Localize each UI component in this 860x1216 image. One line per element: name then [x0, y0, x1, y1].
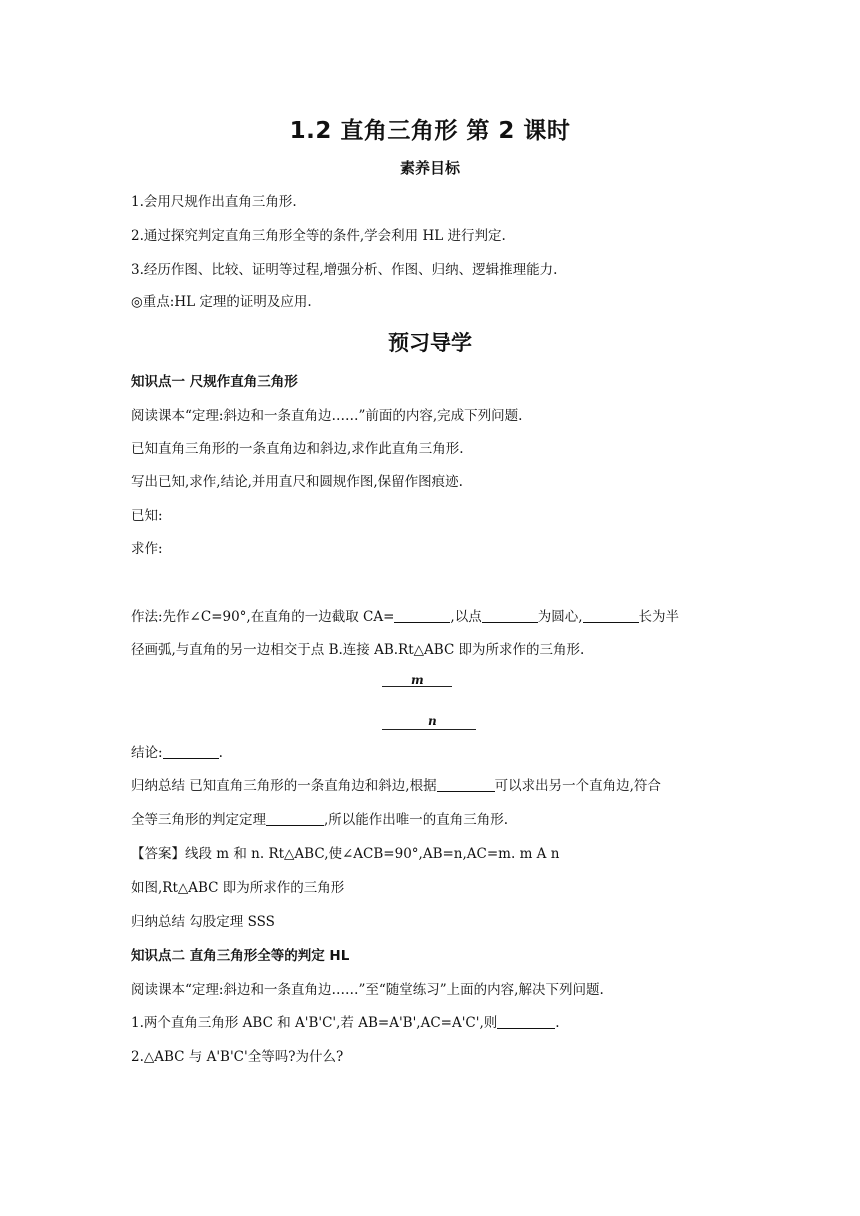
- method-text-a: 作法:先作∠C=90°,在直角的一边截取 CA=: [131, 609, 395, 625]
- summary-text-b: 可以求出另一个直角边,符合: [494, 778, 661, 794]
- answer-blank[interactable]: [482, 608, 538, 623]
- segment-n: [382, 729, 476, 730]
- answer-blank[interactable]: [497, 1014, 555, 1029]
- answer-blank[interactable]: [583, 608, 639, 623]
- method-text-b: ,以点: [450, 609, 482, 625]
- q1-end: .: [555, 1015, 560, 1031]
- section-title: 预习导学: [388, 331, 472, 355]
- kp1-answer-summary: 归纳总结 勾股定理 SSS: [131, 914, 275, 930]
- kp1-heading: 知识点一 尺规作直角三角形: [131, 374, 298, 390]
- kp1-answer-figure: 如图,Rt△ABC 即为所求作的三角形: [131, 880, 345, 896]
- conclusion-end: .: [218, 745, 223, 761]
- kp1-summary-line-1: [131, 776, 661, 796]
- goal-key-point: ◎重点:HL 定理的证明及应用.: [131, 294, 312, 310]
- goal-2: 2.通过探究判定直角三角形全等的条件,学会利用 HL 进行判定.: [131, 228, 506, 244]
- goal-1: 1.会用尺规作出直角三角形.: [131, 194, 297, 210]
- segment-m-label: m: [411, 673, 424, 687]
- method-text-c: 为圆心,: [537, 609, 583, 625]
- page-title: 1.2 直角三角形 第 2 课时: [289, 118, 571, 144]
- summary-text-a: 归纳总结 已知直角三角形的一条直角边和斜边,根据: [131, 778, 437, 794]
- answer-blank[interactable]: [266, 811, 324, 826]
- kp1-conclusion: [131, 743, 223, 763]
- kp1-task: 已知直角三角形的一条直角边和斜边,求作此直角三角形.: [131, 441, 464, 457]
- summary-text-c: 全等三角形的判定定理: [131, 812, 266, 828]
- segment-n-label: n: [428, 714, 437, 728]
- q1-text: 1.两个直角三角形 ABC 和 A'B'C',若 AB=A'B',AC=A'C',则: [131, 1015, 498, 1031]
- kp1-known: 已知:: [131, 508, 163, 524]
- kp2-read: 阅读课本“定理:斜边和一条直角边……”至“随堂练习”上面的内容,解决下列问题.: [131, 982, 604, 998]
- goal-3: 3.经历作图、比较、证明等过程,增强分析、作图、归纳、逻辑推理能力.: [131, 262, 558, 278]
- kp1-find: 求作:: [131, 541, 163, 557]
- method-text-d: 长为半: [638, 609, 679, 625]
- summary-text-d: ,所以能作出唯一的直角三角形.: [324, 812, 509, 828]
- answer-blank[interactable]: [394, 608, 450, 623]
- kp2-question-2: 2.△ABC 与 A'B'C'全等吗?为什么?: [131, 1049, 344, 1065]
- kp1-read: 阅读课本“定理:斜边和一条直角边……”前面的内容,完成下列问题.: [131, 408, 523, 424]
- goals-heading: 素养目标: [399, 159, 460, 177]
- kp1-method-line-2: 径画弧,与直角的另一边相交于点 B.连接 AB.Rt△ABC 即为所求作的三角形.: [131, 642, 585, 658]
- kp2-heading: 知识点二 直角三角形全等的判定 HL: [131, 948, 350, 964]
- kp1-answer: 【答案】线段 m 和 n. Rt△ABC,使∠ACB=90°,AB=n,AC=m. m A n: [131, 846, 560, 862]
- answer-blank[interactable]: [437, 777, 495, 792]
- kp1-method-line-1: [131, 607, 679, 627]
- conclusion-label: 结论:: [131, 745, 163, 761]
- answer-blank[interactable]: [163, 744, 219, 759]
- segment-m: [382, 686, 452, 687]
- kp2-question-1: [131, 1013, 560, 1033]
- kp1-summary-line-2: [131, 810, 508, 830]
- kp1-instruction: 写出已知,求作,结论,并用直尺和圆规作图,保留作图痕迹.: [131, 474, 463, 490]
